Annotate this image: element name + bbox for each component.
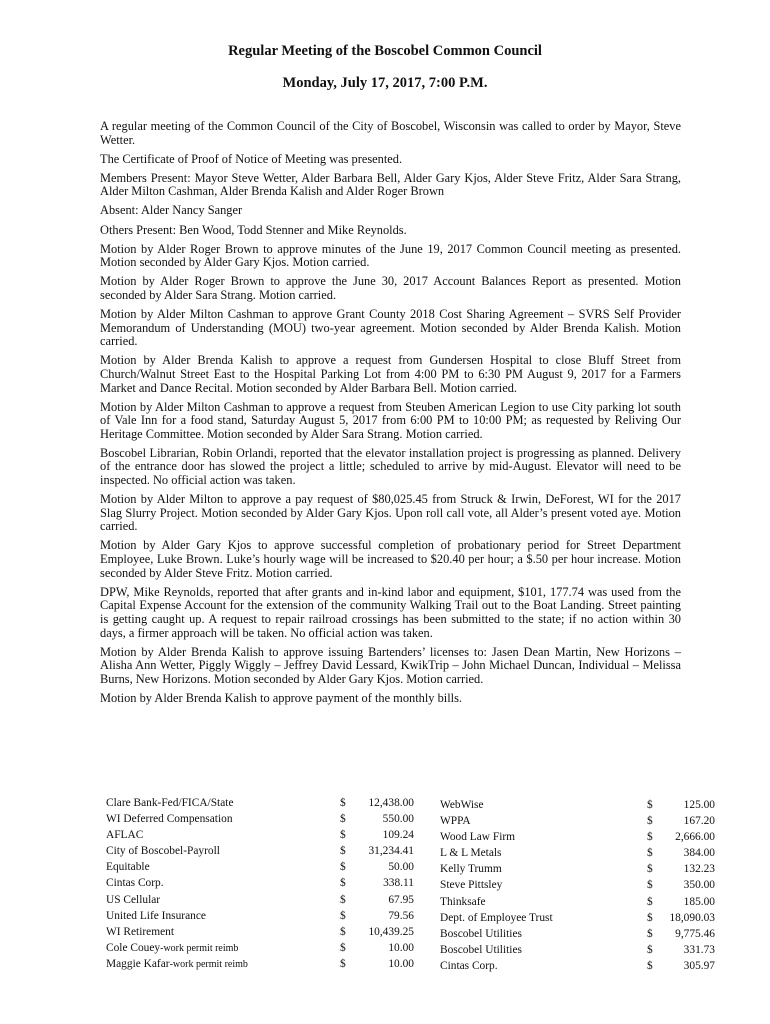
bill-amount: 350.00 — [683, 879, 715, 892]
paragraph: Others Present: Ben Wood, Todd Stenner and Mike Reynolds. — [100, 222, 407, 237]
bill-row — [106, 827, 426, 843]
bill-amount: 10.00 — [388, 957, 414, 970]
bill-payee: L & L Metals — [440, 847, 502, 860]
bill-payee: Thinksafe — [440, 895, 486, 908]
currency-symbol: $ — [340, 829, 346, 842]
bill-amount: 31,234.41 — [368, 845, 414, 858]
bill-amount: 18,090.03 — [669, 911, 715, 924]
paragraph: Motion by Alder Gary Kjos to approve successful completion of probationary period for Street Department Employee, Luke Brown. Luke’s hourly wage will be increased to $20.40 per hour; a $.50 per hour increase. Motion seconded by Alder Steve Fritz. Motion carried. — [100, 538, 681, 580]
bill-payee: Boscobel Utilities — [440, 927, 522, 940]
bill-row — [440, 845, 720, 861]
bill-amount: 10,439.25 — [368, 925, 414, 938]
bill-payee: Dept. of Employee Trust — [440, 911, 553, 924]
paragraph: Motion by Alder Brenda Kalish to approve payment of the monthly bills. — [100, 690, 463, 705]
bill-payee: AFLAC — [106, 829, 144, 842]
bill-amount: 338.11 — [383, 877, 414, 890]
bill-payee: US Cellular — [106, 893, 161, 906]
document-title: Regular Meeting of the Boscobel Common Council — [228, 43, 542, 59]
bill-payee: Kelly Trumm — [440, 863, 502, 876]
bills-right-column — [440, 797, 720, 974]
bill-row — [440, 829, 720, 845]
bill-payee: Steve Pittsley — [440, 879, 503, 892]
currency-symbol: $ — [647, 863, 653, 876]
bill-row — [106, 811, 426, 827]
bill-row — [440, 797, 720, 813]
bill-row — [106, 908, 426, 924]
paragraph: Boscobel Librarian, Robin Orlandi, reported that the elevator installation project is progressing as planned. Delivery of the entrance door has slowed the project a little; scheduled to arrive by mid-August. Elevator will need to be inspected. No official action was taken. — [100, 445, 681, 488]
currency-symbol: $ — [647, 879, 653, 892]
bill-payee: Cintas Corp. — [440, 959, 498, 972]
bill-payee: Clare Bank-Fed/FICA/State — [106, 797, 234, 809]
bill-payee: WebWise — [440, 799, 484, 811]
bill-amount: 125.00 — [683, 799, 715, 811]
currency-symbol: $ — [340, 877, 346, 890]
currency-symbol: $ — [340, 957, 346, 970]
currency-symbol: $ — [647, 911, 653, 924]
paragraph: Motion by Alder Brenda Kalish to approve issuing Bartenders’ licenses to: Jasen Dean Martin, New Horizons – Alisha Ann Wetter, Piggly Wiggly – Jeffrey David Lessard, KwikTrip – John Michael Duncan, Individual – Melissa Burns, New Horizons. Motion seconded by Alder Gary Kjos. Motion carried. — [100, 644, 681, 686]
bill-row — [106, 940, 426, 956]
bill-amount: 2,666.00 — [675, 831, 715, 844]
meeting-date: Monday, July 17, 2017, 7:00 P.M. — [282, 75, 488, 91]
bill-row — [440, 926, 720, 942]
bill-payee: WI Deferred Compensation — [106, 813, 233, 826]
bill-amount: 550.00 — [382, 813, 414, 826]
bill-amount: 12,438.00 — [368, 797, 414, 809]
paragraph: Absent: Alder Nancy Sanger — [100, 203, 243, 218]
bill-row — [106, 956, 426, 972]
bill-amount: 331.73 — [683, 943, 715, 956]
bill-amount: 109.24 — [382, 829, 414, 842]
bill-payee: Equitable — [106, 861, 150, 874]
currency-symbol: $ — [647, 815, 653, 828]
bill-payee: Cole Couey-work permit reimb — [106, 941, 239, 954]
paragraph: A regular meeting of the Common Council of the City of Boscobel, Wisconsin was called to order by Mayor, Steve Wetter. — [100, 119, 681, 147]
currency-symbol: $ — [340, 845, 346, 858]
bill-note: -work permit reimb — [169, 958, 248, 970]
bill-row — [440, 861, 720, 877]
paragraph: DPW, Mike Reynolds, reported that after grants and in-kind labor and equipment, $101, 177.74 was used from the Capital Expense Account for the extension of the community Walking Trail out to the Boat Landing. Street painting is getting caught up. A request to repair railroad crossings has been submitted to the state; if no action within 30 days, a firmer approach will be taken. No official action was taken. — [100, 584, 681, 640]
bill-row — [106, 875, 426, 891]
bill-row — [106, 795, 426, 811]
currency-symbol: $ — [340, 909, 346, 922]
bill-note: -work permit reimb — [160, 942, 239, 954]
bill-payee: WPPA — [440, 815, 471, 828]
currency-symbol: $ — [647, 831, 653, 844]
bill-amount: 79.56 — [388, 909, 414, 922]
bill-payee: United Life Insurance — [106, 909, 206, 922]
paragraph: Motion by Alder Roger Brown to approve the June 30, 2017 Account Balances Report as presented. Motion seconded by Alder Sara Strang. Motion carried. — [100, 274, 681, 302]
bill-payee: City of Boscobel-Payroll — [106, 845, 220, 858]
currency-symbol: $ — [340, 893, 346, 906]
currency-symbol: $ — [340, 861, 346, 874]
bill-amount: 67.95 — [388, 893, 414, 906]
bill-amount: 167.20 — [683, 815, 715, 828]
bill-row — [440, 877, 720, 893]
bill-row — [440, 813, 720, 829]
bill-amount: 10.00 — [388, 941, 414, 954]
currency-symbol: $ — [647, 927, 653, 940]
paragraph: Motion by Alder Milton Cashman to approve a request from Steuben American Legion to use City parking lot south of Vale Inn for a food stand, Saturday August 5, 2017 from 6:00 PM to 10:00 PM; as requested by Reliving Our Heritage Committee. Motion seconded by Alder Sara Strang. Motion carried. — [100, 399, 681, 441]
bills-left-column — [106, 795, 426, 972]
bill-row — [106, 892, 426, 908]
currency-symbol: $ — [340, 813, 346, 826]
bill-amount: 9,775.46 — [675, 927, 715, 940]
bill-row — [440, 942, 720, 958]
bill-payee: WI Retirement — [106, 925, 174, 938]
bill-amount: 305.97 — [683, 959, 715, 972]
bill-amount: 185.00 — [683, 895, 715, 908]
bill-amount: 50.00 — [388, 861, 414, 874]
bill-row — [440, 894, 720, 910]
currency-symbol: $ — [647, 959, 653, 972]
bill-row — [106, 843, 426, 859]
paragraph: Motion by Alder Milton Cashman to approve Grant County 2018 Cost Sharing Agreement – SVRS Self Provider Memorandum of Understanding (MOU) two-year agreement. Motion seconded by Alder Brenda Kalish. Motion carried. — [100, 307, 681, 349]
bill-payee: Wood Law Firm — [440, 831, 516, 844]
currency-symbol: $ — [340, 797, 346, 809]
bill-amount: 384.00 — [683, 847, 715, 860]
currency-symbol: $ — [647, 895, 653, 908]
minutes-body — [100, 120, 681, 711]
bill-payee: Boscobel Utilities — [440, 943, 522, 956]
bill-payee: Cintas Corp. — [106, 877, 164, 890]
paragraph: The Certificate of Proof of Notice of Meeting was presented. — [100, 151, 403, 166]
currency-symbol: $ — [647, 799, 653, 811]
paragraph: Motion by Alder Roger Brown to approve minutes of the June 19, 2017 Common Council meeting as presented. Motion seconded by Alder Gary Kjos. Motion carried. — [100, 241, 681, 270]
currency-symbol: $ — [340, 941, 346, 954]
bill-row — [440, 958, 720, 974]
paragraph: Members Present: Mayor Steve Wetter, Alder Barbara Bell, Alder Gary Kjos, Alder Steve Fritz, Alder Sara Strang, Alder Milton Cashman, Alder Brenda Kalish and Alder Roger Brown — [100, 170, 681, 199]
bill-row — [106, 924, 426, 940]
currency-symbol: $ — [340, 925, 346, 938]
bill-payee: Maggie Kafar-work permit reimb — [106, 957, 248, 970]
bill-amount: 132.23 — [683, 863, 715, 876]
paragraph: Motion by Alder Milton to approve a pay request of $80,025.45 from Struck & Irwin, DeForest, WI for the 2017 Slag Slurry Project. Motion seconded by Alder Gary Kjos. Upon roll call vote, all Alder’s present voted aye. Motion carried. — [100, 492, 681, 534]
currency-symbol: $ — [647, 943, 653, 956]
paragraph: Motion by Alder Brenda Kalish to approve a request from Gundersen Hospital to close Bluff Street from Church/Walnut Street East to the Hospital Parking Lot from 4:00 PM to 6:30 PM August 9, 2017 for a Farmers Market and Dance Recital. Motion seconded by Alder Barbara Bell. Motion carried. — [100, 353, 681, 395]
bill-row — [106, 859, 426, 875]
bill-row — [440, 910, 720, 926]
currency-symbol: $ — [647, 847, 653, 860]
